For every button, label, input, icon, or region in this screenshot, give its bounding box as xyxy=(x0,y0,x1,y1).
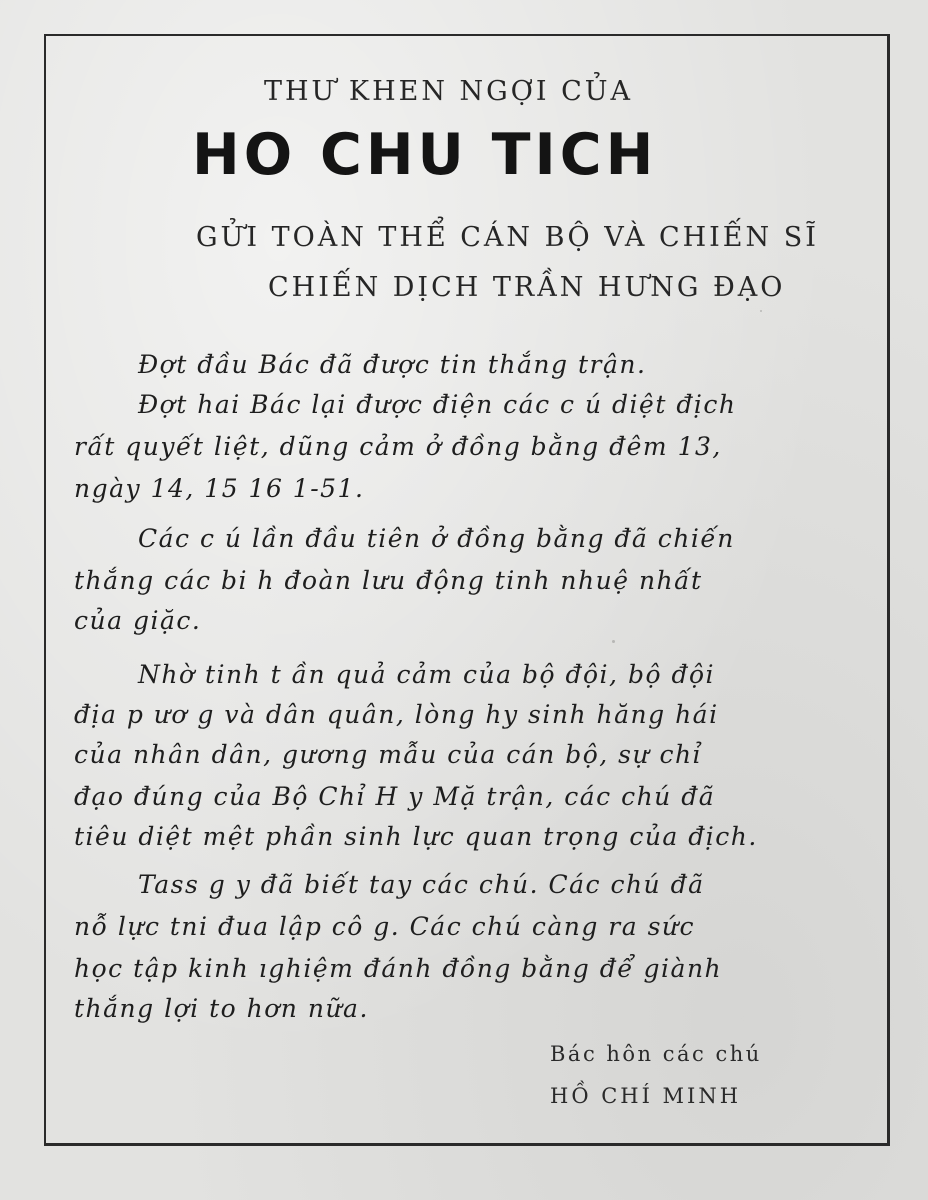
body-line: của giặc. xyxy=(74,606,202,635)
body-line: Đợt hai Bác lại được điện các c ú diệt địch xyxy=(138,390,737,419)
paper-speck xyxy=(612,640,615,643)
body-line: rất quyết liệt, dũng cảm ở đồng bằng đêm 13, xyxy=(74,432,722,461)
body-line: Các c ú lần đầu tiên ở đồng bằng đã chiến xyxy=(138,524,735,553)
body-line: đạo đúng của Bộ Chỉ H y Mặ trận, các chú đã xyxy=(74,782,716,811)
body-line: Nhờ tinh t ần quả cảm của bộ đội, bộ đội xyxy=(138,660,715,689)
body-line: Tass g y đã biết tay các chú. Các chú đã xyxy=(138,870,705,899)
recipient-line-1: GỬI TOÀN THỂ CÁN BỘ VÀ CHIẾN SĨ xyxy=(196,222,819,253)
body-line: ngày 14, 15 16 1-51. xyxy=(74,474,365,503)
body-line: thắng lợi to hơn nữa. xyxy=(74,994,369,1023)
body-line: học tập kinh ıghiệm đánh đồng bằng để giành xyxy=(74,954,723,983)
paper-speck xyxy=(318,1010,320,1012)
letter-kicker: THƯ KHEN NGỢI CỦA xyxy=(264,76,634,107)
recipient-line-2: CHIẾN DỊCH TRẦN HƯNG ĐẠO xyxy=(268,272,786,303)
body-line: Đợt đầu Bác đã được tin thắng trận. xyxy=(138,350,647,379)
body-line: nỗ lực tni đua lập cô g. Các chú càng ra sức xyxy=(74,912,696,941)
body-line: thắng các bi h đoàn lưu động tinh nhuệ nhất xyxy=(74,566,703,595)
paper-speck xyxy=(760,310,762,312)
signature-name: HỒ CHÍ MINH xyxy=(550,1084,742,1108)
letter-title: HO CHU TICH xyxy=(192,122,658,188)
signature-closing: Bác hôn các chú xyxy=(550,1042,762,1066)
body-line: của nhân dân, gương mẫu của cán bộ, sự chỉ xyxy=(74,740,703,769)
body-line: tiêu diệt mệt phần sinh lực quan trọng của địch. xyxy=(74,822,758,851)
body-line: địa p ươ g và dân quân, lòng hy sinh hăng hái xyxy=(74,700,719,729)
